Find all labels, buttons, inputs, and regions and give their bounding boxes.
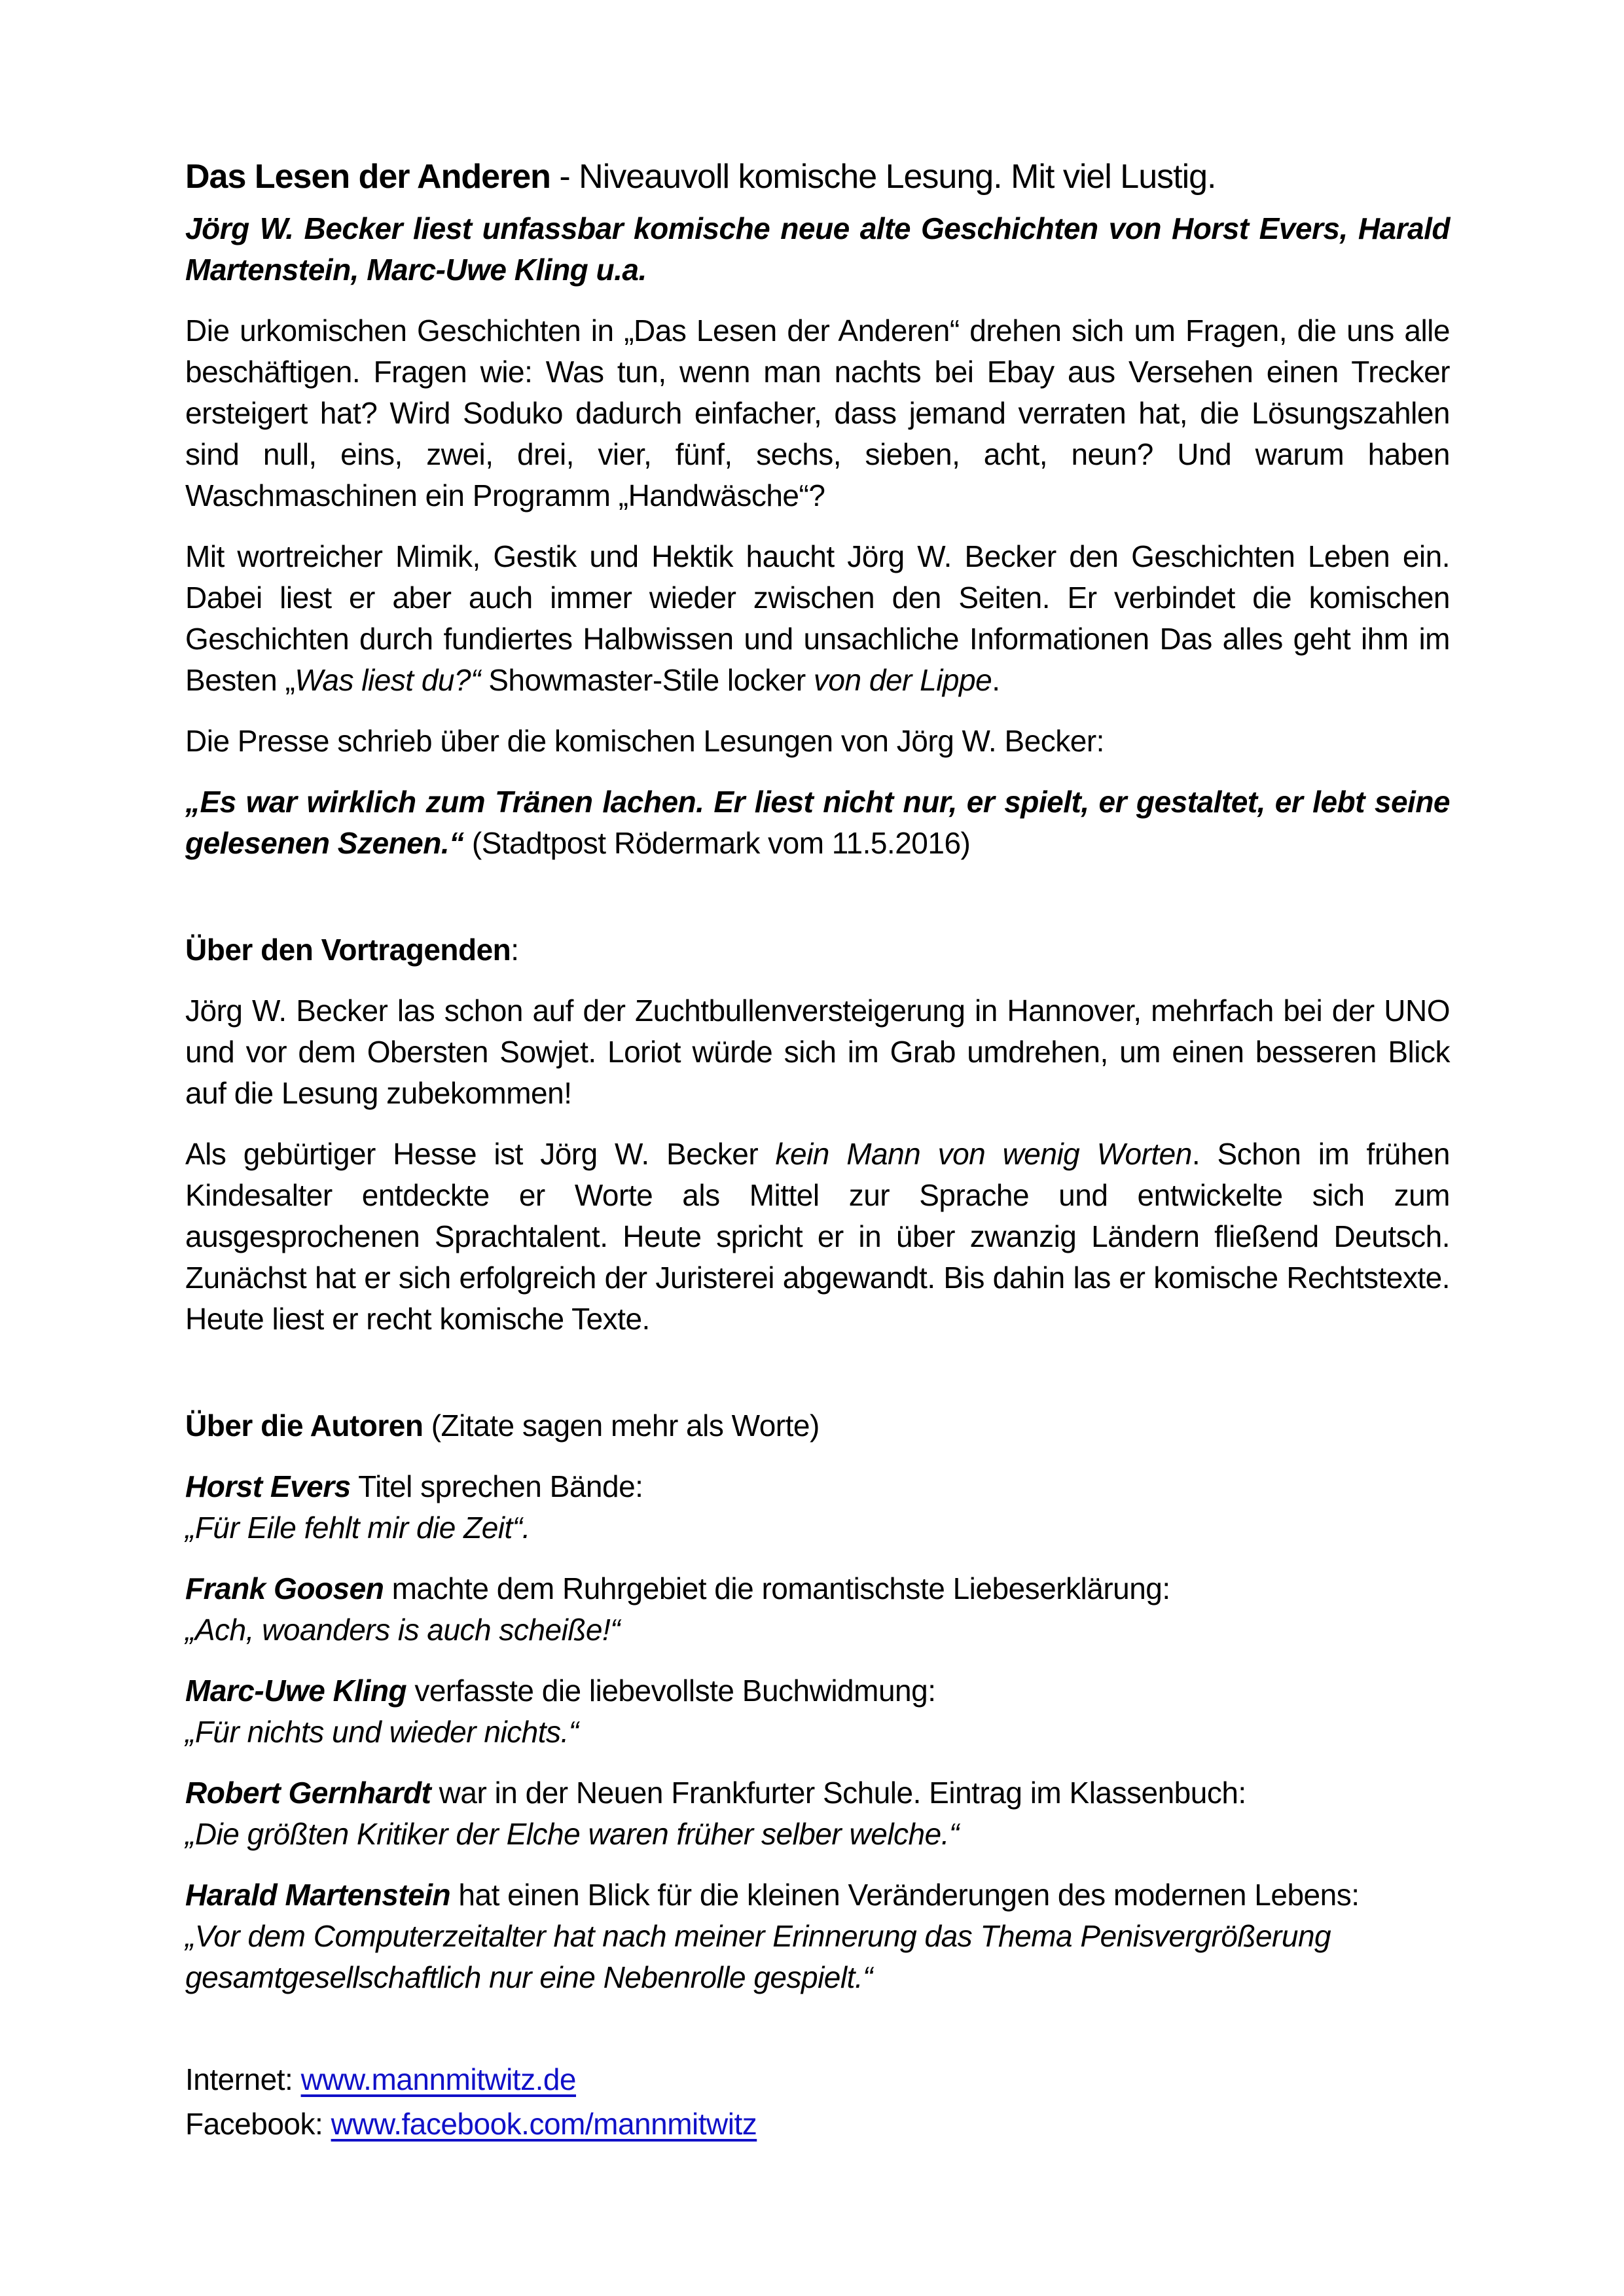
- author-quote: „Vor dem Computerzeitalter hat nach meiner Erinnerung das Thema Penisvergrößerung gesamtgesellschaftlich nur eine Nebenrolle gespielt.“: [185, 1919, 1331, 1994]
- author-name: Harald Martenstein: [185, 1878, 451, 1912]
- title-main: Das Lesen der Anderen: [185, 158, 550, 196]
- paragraph-presenter-1: [185, 990, 1450, 1114]
- performance-text-1: Mit wortreicher Mimik, Gestik und Hektik haucht Jörg W. Becker den Geschichten Leben ein. Dabei liest er aber auch immer wieder zwischen den Seiten. Er verbindet die komischen Geschichten durch fundiertes Halbwissen und unsachliche Informationen Das alles geht ihm im Besten „: [185, 539, 1450, 697]
- section-spacer: [185, 2018, 1450, 2057]
- author-name: Horst Evers: [185, 1469, 351, 1503]
- paragraph-intro: [185, 310, 1450, 516]
- heading-about-authors-text: Über die Autoren: [185, 1408, 424, 1443]
- title-tagline: Niveauvoll komische Lesung. Mit viel Lustig.: [579, 158, 1216, 196]
- author-name: Marc-Uwe Kling: [185, 1674, 407, 1708]
- performance-italic-2: von der Lippe: [813, 663, 992, 697]
- heading-about-presenter-text: Über den Vortragenden: [185, 933, 511, 967]
- facebook-line: [185, 2102, 1450, 2146]
- paragraph-presenter-2: [185, 1134, 1450, 1340]
- author-quote: „Für nichts und wieder nichts.“: [185, 1715, 579, 1749]
- section-spacer: [185, 884, 1450, 929]
- author-quote: „Für Eile fehlt mir die Zeit“.: [185, 1511, 530, 1545]
- facebook-label: Facebook:: [185, 2107, 331, 2141]
- intro-text: Die urkomischen Geschichten in „Das Lesen der Anderen“ drehen sich um Fragen, die uns alle beschäftigen. Fragen wie: Was tun, wenn man nachts bei Ebay aus Versehen einen Trecker ersteigert hat? Wird Soduko dadurch einfacher, dass jemand verraten hat, die Lösungszahlen sind null, eins, zwei, drei, vier, fünf, sechs, sieben, acht, neun? Und warum haben Waschmaschinen ein Programm „Handwäsche“?: [185, 314, 1450, 512]
- author-entry-robert-gernhardt: [185, 1772, 1450, 1855]
- facebook-link[interactable]: www.facebook.com/mannmitwitz: [331, 2107, 757, 2141]
- internet-link[interactable]: www.mannmitwitz.de: [300, 2062, 577, 2096]
- heading-about-presenter-colon: :: [511, 933, 519, 967]
- author-entry-marc-uwe-kling: [185, 1670, 1450, 1753]
- document-title: [185, 156, 1450, 198]
- author-name: Robert Gernhardt: [185, 1776, 431, 1810]
- paragraph-press-intro: [185, 721, 1450, 762]
- presenter-1-text: Jörg W. Becker las schon auf der Zuchtbullenversteigerung in Hannover, mehrfach bei der UNO und vor dem Obersten Sowjet. Loriot würde sich im Grab umdrehen, um einen besseren Blick auf die Lesung zubekommen!: [185, 994, 1450, 1110]
- performance-italic-1: Was liest du?“: [295, 663, 480, 697]
- press-quote-text: „Es war wirklich zum Tränen lachen. Er liest nicht nur, er spielt, er gestaltet, er lebt seine gelesenen Szenen.“: [185, 785, 1450, 860]
- author-quote: „Die größten Kritiker der Elche waren früher selber welche.“: [185, 1817, 959, 1851]
- author-name: Frank Goosen: [185, 1571, 384, 1605]
- presenter-2-text-2: . Schon im frühen Kindesalter entdeckte er Worte als Mittel zur Sprache und entwickelte sich zum ausgesprochenen Sprachtalent. Heute spricht er in über zwanzig Ländern fließend Deutsch. Zunächst hat er sich erfolgreich der Juristerei abgewandt. Bis dahin las er komische Rechtstexte. Heute liest er recht komische Texte.: [185, 1137, 1450, 1336]
- performance-text-3: .: [992, 663, 1000, 697]
- author-entry-harald-martenstein: [185, 1874, 1450, 1998]
- heading-about-authors-suffix: (Zitate sagen mehr als Worte): [423, 1408, 820, 1443]
- author-description: war in der Neuen Frankfurter Schule. Eintrag im Klassenbuch:: [431, 1776, 1246, 1810]
- heading-about-presenter: [185, 929, 1450, 971]
- author-description: hat einen Blick für die kleinen Veränderungen des modernen Lebens:: [450, 1878, 1360, 1912]
- heading-about-authors: [185, 1405, 1450, 1446]
- author-entry-frank-goosen: [185, 1568, 1450, 1651]
- presenter-2-italic: kein Mann von wenig Worten: [775, 1137, 1192, 1171]
- paragraph-performance: [185, 536, 1450, 701]
- document-subtitle: [185, 208, 1450, 291]
- document-content: [185, 156, 1450, 2146]
- internet-line: [185, 2057, 1450, 2102]
- author-description: verfasste die liebevollste Buchwidmung:: [406, 1674, 936, 1708]
- author-entry-horst-evers: [185, 1466, 1450, 1549]
- author-description: machte dem Ruhrgebiet die romantischste Liebeserklärung:: [384, 1571, 1170, 1605]
- author-quote: „Ach, woanders is auch scheiße!“: [185, 1613, 621, 1647]
- internet-label: Internet:: [185, 2062, 301, 2096]
- subtitle-text: Jörg W. Becker liest unfassbar komische neue alte Geschichten von Horst Evers, Harald Martenstein, Marc-Uwe Kling u.a.: [185, 211, 1450, 287]
- paragraph-press-quote: [185, 781, 1450, 864]
- section-spacer: [185, 1359, 1450, 1405]
- presenter-2-text-1: Als gebürtiger Hesse ist Jörg W. Becker: [185, 1137, 776, 1171]
- title-separator: -: [550, 158, 579, 196]
- performance-text-2: Showmaster-Stile locker: [480, 663, 814, 697]
- author-description: Titel sprechen Bände:: [350, 1469, 643, 1503]
- press-intro-text: Die Presse schrieb über die komischen Lesungen von Jörg W. Becker:: [185, 724, 1104, 758]
- press-quote-source: (Stadtpost Rödermark vom 11.5.2016): [463, 826, 971, 860]
